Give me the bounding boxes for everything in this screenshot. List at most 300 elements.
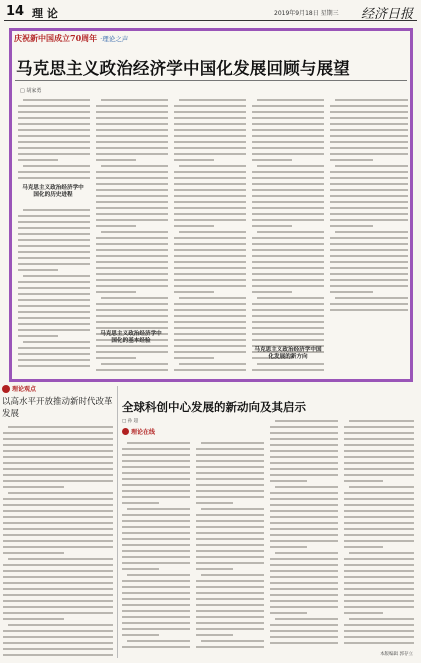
text-line <box>96 261 168 263</box>
text-line <box>3 546 113 548</box>
text-line <box>96 237 168 239</box>
text-line <box>23 165 90 167</box>
text-line <box>179 99 246 101</box>
main-article-text <box>344 418 414 650</box>
text-line <box>270 594 338 596</box>
text-line <box>122 454 190 456</box>
text-line <box>335 165 408 167</box>
text-line <box>344 540 414 542</box>
text-line <box>96 357 136 359</box>
text-line <box>122 592 190 594</box>
text-line <box>18 141 90 143</box>
text-line <box>122 628 190 630</box>
text-line <box>174 129 246 131</box>
text-line <box>18 269 58 271</box>
text-line <box>270 606 338 608</box>
text-line <box>18 117 90 119</box>
text-line <box>196 532 264 534</box>
text-line <box>252 279 324 281</box>
text-line <box>270 504 338 506</box>
text-line <box>270 480 307 482</box>
text-line <box>179 231 246 233</box>
text-line <box>174 213 246 215</box>
tag-label: 理论在线 <box>131 429 156 436</box>
banner-main: 庆祝新中国成立70周年 <box>14 33 98 43</box>
text-line <box>201 508 264 510</box>
text-line <box>96 273 168 275</box>
page-date: 2019年9月18日 星期三 <box>274 10 339 17</box>
text-line <box>174 357 214 359</box>
text-line <box>122 532 190 534</box>
text-line <box>330 153 408 155</box>
text-line <box>96 213 168 215</box>
text-line <box>270 516 338 518</box>
text-line <box>127 574 190 576</box>
text-line <box>344 528 414 530</box>
text-line <box>96 147 168 149</box>
text-line <box>330 303 408 305</box>
text-line <box>174 321 246 323</box>
feature-text-column <box>18 207 90 373</box>
text-line <box>330 129 408 131</box>
text-line <box>122 502 159 504</box>
text-line <box>18 159 58 161</box>
text-line <box>196 646 264 648</box>
text-line <box>252 339 324 341</box>
text-line <box>3 570 113 572</box>
text-line <box>330 249 408 251</box>
text-line <box>335 231 408 233</box>
text-line <box>96 321 168 323</box>
text-line <box>96 153 168 155</box>
text-line <box>196 628 264 630</box>
text-line <box>96 369 168 371</box>
text-line <box>3 540 113 542</box>
text-line <box>330 225 373 227</box>
text-line <box>122 622 190 624</box>
text-line <box>3 576 113 578</box>
text-line <box>252 153 324 155</box>
text-line <box>96 189 168 191</box>
text-line <box>270 546 307 548</box>
text-line <box>122 646 190 648</box>
text-line <box>18 365 90 367</box>
text-line <box>96 255 168 257</box>
text-line <box>257 99 324 101</box>
text-line <box>270 498 338 500</box>
text-line <box>122 550 190 552</box>
text-line <box>330 141 408 143</box>
text-line <box>252 159 292 161</box>
text-line <box>252 333 324 335</box>
text-line <box>122 472 190 474</box>
text-line <box>270 558 338 560</box>
text-line <box>174 207 246 209</box>
text-line <box>196 448 264 450</box>
text-line <box>18 335 58 337</box>
text-line <box>344 438 414 440</box>
text-line <box>18 299 90 301</box>
text-line <box>270 462 338 464</box>
feature-headline[interactable]: 马克思主义政治经济学中国化发展回顾与展望 <box>16 59 350 78</box>
text-line <box>270 612 307 614</box>
text-line <box>252 201 324 203</box>
main-article-text <box>270 418 338 650</box>
text-line <box>344 600 414 602</box>
text-line <box>18 147 90 149</box>
text-line <box>96 105 168 107</box>
text-line <box>196 502 233 504</box>
text-line <box>3 594 113 596</box>
text-line <box>196 544 264 546</box>
text-line <box>96 345 168 347</box>
text-line <box>252 135 324 137</box>
text-line <box>174 135 246 137</box>
text-line <box>344 588 414 590</box>
text-line <box>96 141 168 143</box>
text-line <box>330 201 408 203</box>
text-line <box>122 466 190 468</box>
text-line <box>344 474 414 476</box>
column-rule <box>117 386 118 658</box>
text-line <box>330 105 408 107</box>
text-line <box>196 610 264 612</box>
text-line <box>174 291 214 293</box>
feature-banner <box>14 33 128 44</box>
text-line <box>330 219 408 221</box>
text-line <box>174 309 246 311</box>
text-line <box>96 111 168 113</box>
text-line <box>174 183 246 185</box>
text-line <box>3 432 113 434</box>
text-line <box>270 522 338 524</box>
text-line <box>196 550 264 552</box>
text-line <box>18 135 90 137</box>
text-line <box>174 189 246 191</box>
text-line <box>270 426 338 428</box>
text-line <box>3 648 113 650</box>
text-line <box>330 267 408 269</box>
text-line <box>122 538 190 540</box>
text-line <box>96 243 168 245</box>
text-line <box>330 207 408 209</box>
text-line <box>270 450 338 452</box>
text-line <box>196 514 264 516</box>
text-line <box>252 255 324 257</box>
text-line <box>344 546 383 548</box>
text-line <box>196 580 264 582</box>
text-line <box>174 219 246 221</box>
text-line <box>96 291 136 293</box>
text-line <box>96 135 168 137</box>
text-line <box>257 297 324 299</box>
feature-byline: □ 胡家勇 <box>20 88 42 94</box>
text-line <box>270 534 338 536</box>
text-line <box>196 622 264 624</box>
text-line <box>270 528 338 530</box>
text-line <box>3 438 113 440</box>
feature-text-column <box>18 97 90 181</box>
text-line <box>270 510 338 512</box>
text-line <box>96 351 168 353</box>
text-line <box>18 123 90 125</box>
text-line <box>252 303 324 305</box>
text-line <box>18 329 90 331</box>
text-line <box>174 225 214 227</box>
text-line <box>252 369 324 371</box>
text-line <box>252 111 324 113</box>
text-line <box>330 117 408 119</box>
text-line <box>3 612 113 614</box>
text-line <box>18 215 90 217</box>
text-line <box>270 432 338 434</box>
text-line <box>174 285 246 287</box>
text-line <box>122 634 159 636</box>
text-line <box>122 514 190 516</box>
text-line <box>96 219 168 221</box>
text-line <box>330 213 408 215</box>
text-line <box>344 492 414 494</box>
banner-sub: ·理论之声 <box>100 35 129 43</box>
text-line <box>252 141 324 143</box>
text-line <box>3 600 113 602</box>
text-line <box>270 564 338 566</box>
text-line <box>196 466 264 468</box>
text-line <box>349 618 414 620</box>
text-line <box>252 129 324 131</box>
text-line <box>18 323 90 325</box>
text-line <box>3 654 113 656</box>
text-line <box>174 255 246 257</box>
main-article-text <box>122 440 190 650</box>
text-line <box>252 147 324 149</box>
text-line <box>174 111 246 113</box>
text-line <box>275 552 338 554</box>
text-line <box>196 634 233 636</box>
text-line <box>18 293 90 295</box>
text-line <box>3 642 113 644</box>
text-line <box>330 111 408 113</box>
text-line <box>344 498 414 500</box>
text-line <box>196 538 264 540</box>
text-line <box>127 640 190 642</box>
text-line <box>3 516 113 518</box>
text-line <box>252 261 324 263</box>
text-line <box>18 245 90 247</box>
bullet-icon <box>2 385 10 393</box>
text-line <box>196 598 264 600</box>
text-line <box>344 564 414 566</box>
left-article-text <box>3 424 113 658</box>
text-line <box>252 177 324 179</box>
text-line <box>101 231 168 233</box>
text-line <box>23 275 90 277</box>
text-line <box>96 171 168 173</box>
text-line <box>196 454 264 456</box>
text-line <box>174 327 246 329</box>
text-line <box>96 285 168 287</box>
text-line <box>3 630 113 632</box>
text-line <box>127 442 190 444</box>
text-line <box>196 586 264 588</box>
text-line <box>330 279 408 281</box>
text-line <box>18 281 90 283</box>
text-line <box>96 303 168 305</box>
text-line <box>127 508 190 510</box>
text-line <box>174 237 246 239</box>
text-line <box>18 177 90 179</box>
text-line <box>96 327 168 329</box>
text-line <box>174 243 246 245</box>
text-line <box>196 604 264 606</box>
text-line <box>344 426 414 428</box>
headline-divider <box>15 80 407 81</box>
text-line <box>3 588 113 590</box>
text-line <box>122 604 190 606</box>
text-line <box>275 486 338 488</box>
text-line <box>122 490 190 492</box>
text-line <box>18 171 90 173</box>
text-line <box>96 267 168 269</box>
text-line <box>344 576 414 578</box>
text-line <box>3 468 113 470</box>
text-line <box>330 183 408 185</box>
text-line <box>174 201 246 203</box>
text-line <box>96 129 168 131</box>
text-line <box>18 287 90 289</box>
text-line <box>252 309 324 311</box>
text-line <box>3 528 113 530</box>
text-line <box>122 460 190 462</box>
text-line <box>330 177 408 179</box>
text-line <box>344 612 383 614</box>
text-line <box>122 496 190 498</box>
text-line <box>330 195 408 197</box>
text-line <box>3 534 113 536</box>
text-line <box>3 450 113 452</box>
text-line <box>275 618 338 620</box>
text-line <box>344 534 414 536</box>
text-line <box>252 213 324 215</box>
text-line <box>196 520 264 522</box>
text-line <box>349 420 414 422</box>
text-line <box>96 123 168 125</box>
text-line <box>257 231 324 233</box>
text-line <box>3 480 113 482</box>
text-line <box>8 624 113 626</box>
text-line <box>344 480 383 482</box>
text-line <box>122 526 190 528</box>
feature-subhead: 马克思主义政治经济学中国化的历史进程 <box>22 185 84 198</box>
text-line <box>270 636 338 638</box>
text-line <box>122 610 190 612</box>
feature-text-column <box>330 97 408 317</box>
text-line <box>18 317 90 319</box>
text-line <box>344 456 414 458</box>
text-line <box>18 233 90 235</box>
text-line <box>3 456 113 458</box>
text-line <box>174 123 246 125</box>
text-line <box>174 147 246 149</box>
feature-text-column <box>174 97 246 373</box>
text-line <box>252 273 324 275</box>
text-line <box>330 123 408 125</box>
text-line <box>270 438 338 440</box>
text-line <box>257 165 324 167</box>
text-line <box>270 570 338 572</box>
feature-subhead: 马克思主义政治经济学中国化发展的新方向 <box>254 347 322 360</box>
text-line <box>179 297 246 299</box>
text-line <box>196 556 264 558</box>
text-line <box>344 636 414 638</box>
text-line <box>179 363 246 365</box>
text-line <box>18 153 90 155</box>
text-line <box>174 153 246 155</box>
text-line <box>96 195 168 197</box>
text-line <box>96 117 168 119</box>
text-line <box>252 321 324 323</box>
text-line <box>96 207 168 209</box>
text-line <box>270 642 338 644</box>
text-line <box>330 147 408 149</box>
left-article-title[interactable]: 以高水平开放推动新时代改革发展 <box>2 397 113 419</box>
text-line <box>330 255 408 257</box>
text-line <box>270 492 338 494</box>
text-line <box>3 582 113 584</box>
left-article-tag <box>2 384 36 393</box>
text-line <box>122 586 190 588</box>
main-article-text <box>196 440 264 650</box>
text-line <box>270 630 338 632</box>
text-line <box>3 474 113 476</box>
text-line <box>196 484 264 486</box>
text-line <box>252 123 324 125</box>
text-line <box>96 249 168 251</box>
text-line <box>270 582 338 584</box>
text-line <box>252 285 324 287</box>
text-line <box>344 516 414 518</box>
text-line <box>96 225 136 227</box>
text-line <box>174 249 246 251</box>
main-article-title[interactable]: 全球科创中心发展的新动向及其启示 <box>122 400 306 414</box>
text-line <box>344 642 414 644</box>
text-line <box>344 432 414 434</box>
text-line <box>122 556 190 558</box>
text-line <box>270 456 338 458</box>
text-line <box>330 261 408 263</box>
text-line <box>252 237 324 239</box>
text-line <box>3 522 113 524</box>
text-line <box>18 105 90 107</box>
text-line <box>96 183 168 185</box>
text-line <box>252 171 324 173</box>
text-line <box>3 552 64 554</box>
text-line <box>344 630 414 632</box>
text-line <box>174 171 246 173</box>
text-line <box>196 478 264 480</box>
text-line <box>174 279 246 281</box>
text-line <box>174 141 246 143</box>
text-line <box>18 257 90 259</box>
text-line <box>23 341 90 343</box>
text-line <box>122 544 190 546</box>
text-line <box>18 227 90 229</box>
text-line <box>3 564 113 566</box>
text-line <box>18 129 90 131</box>
text-line <box>270 624 338 626</box>
text-line <box>330 285 408 287</box>
feature-text-column <box>252 97 324 373</box>
